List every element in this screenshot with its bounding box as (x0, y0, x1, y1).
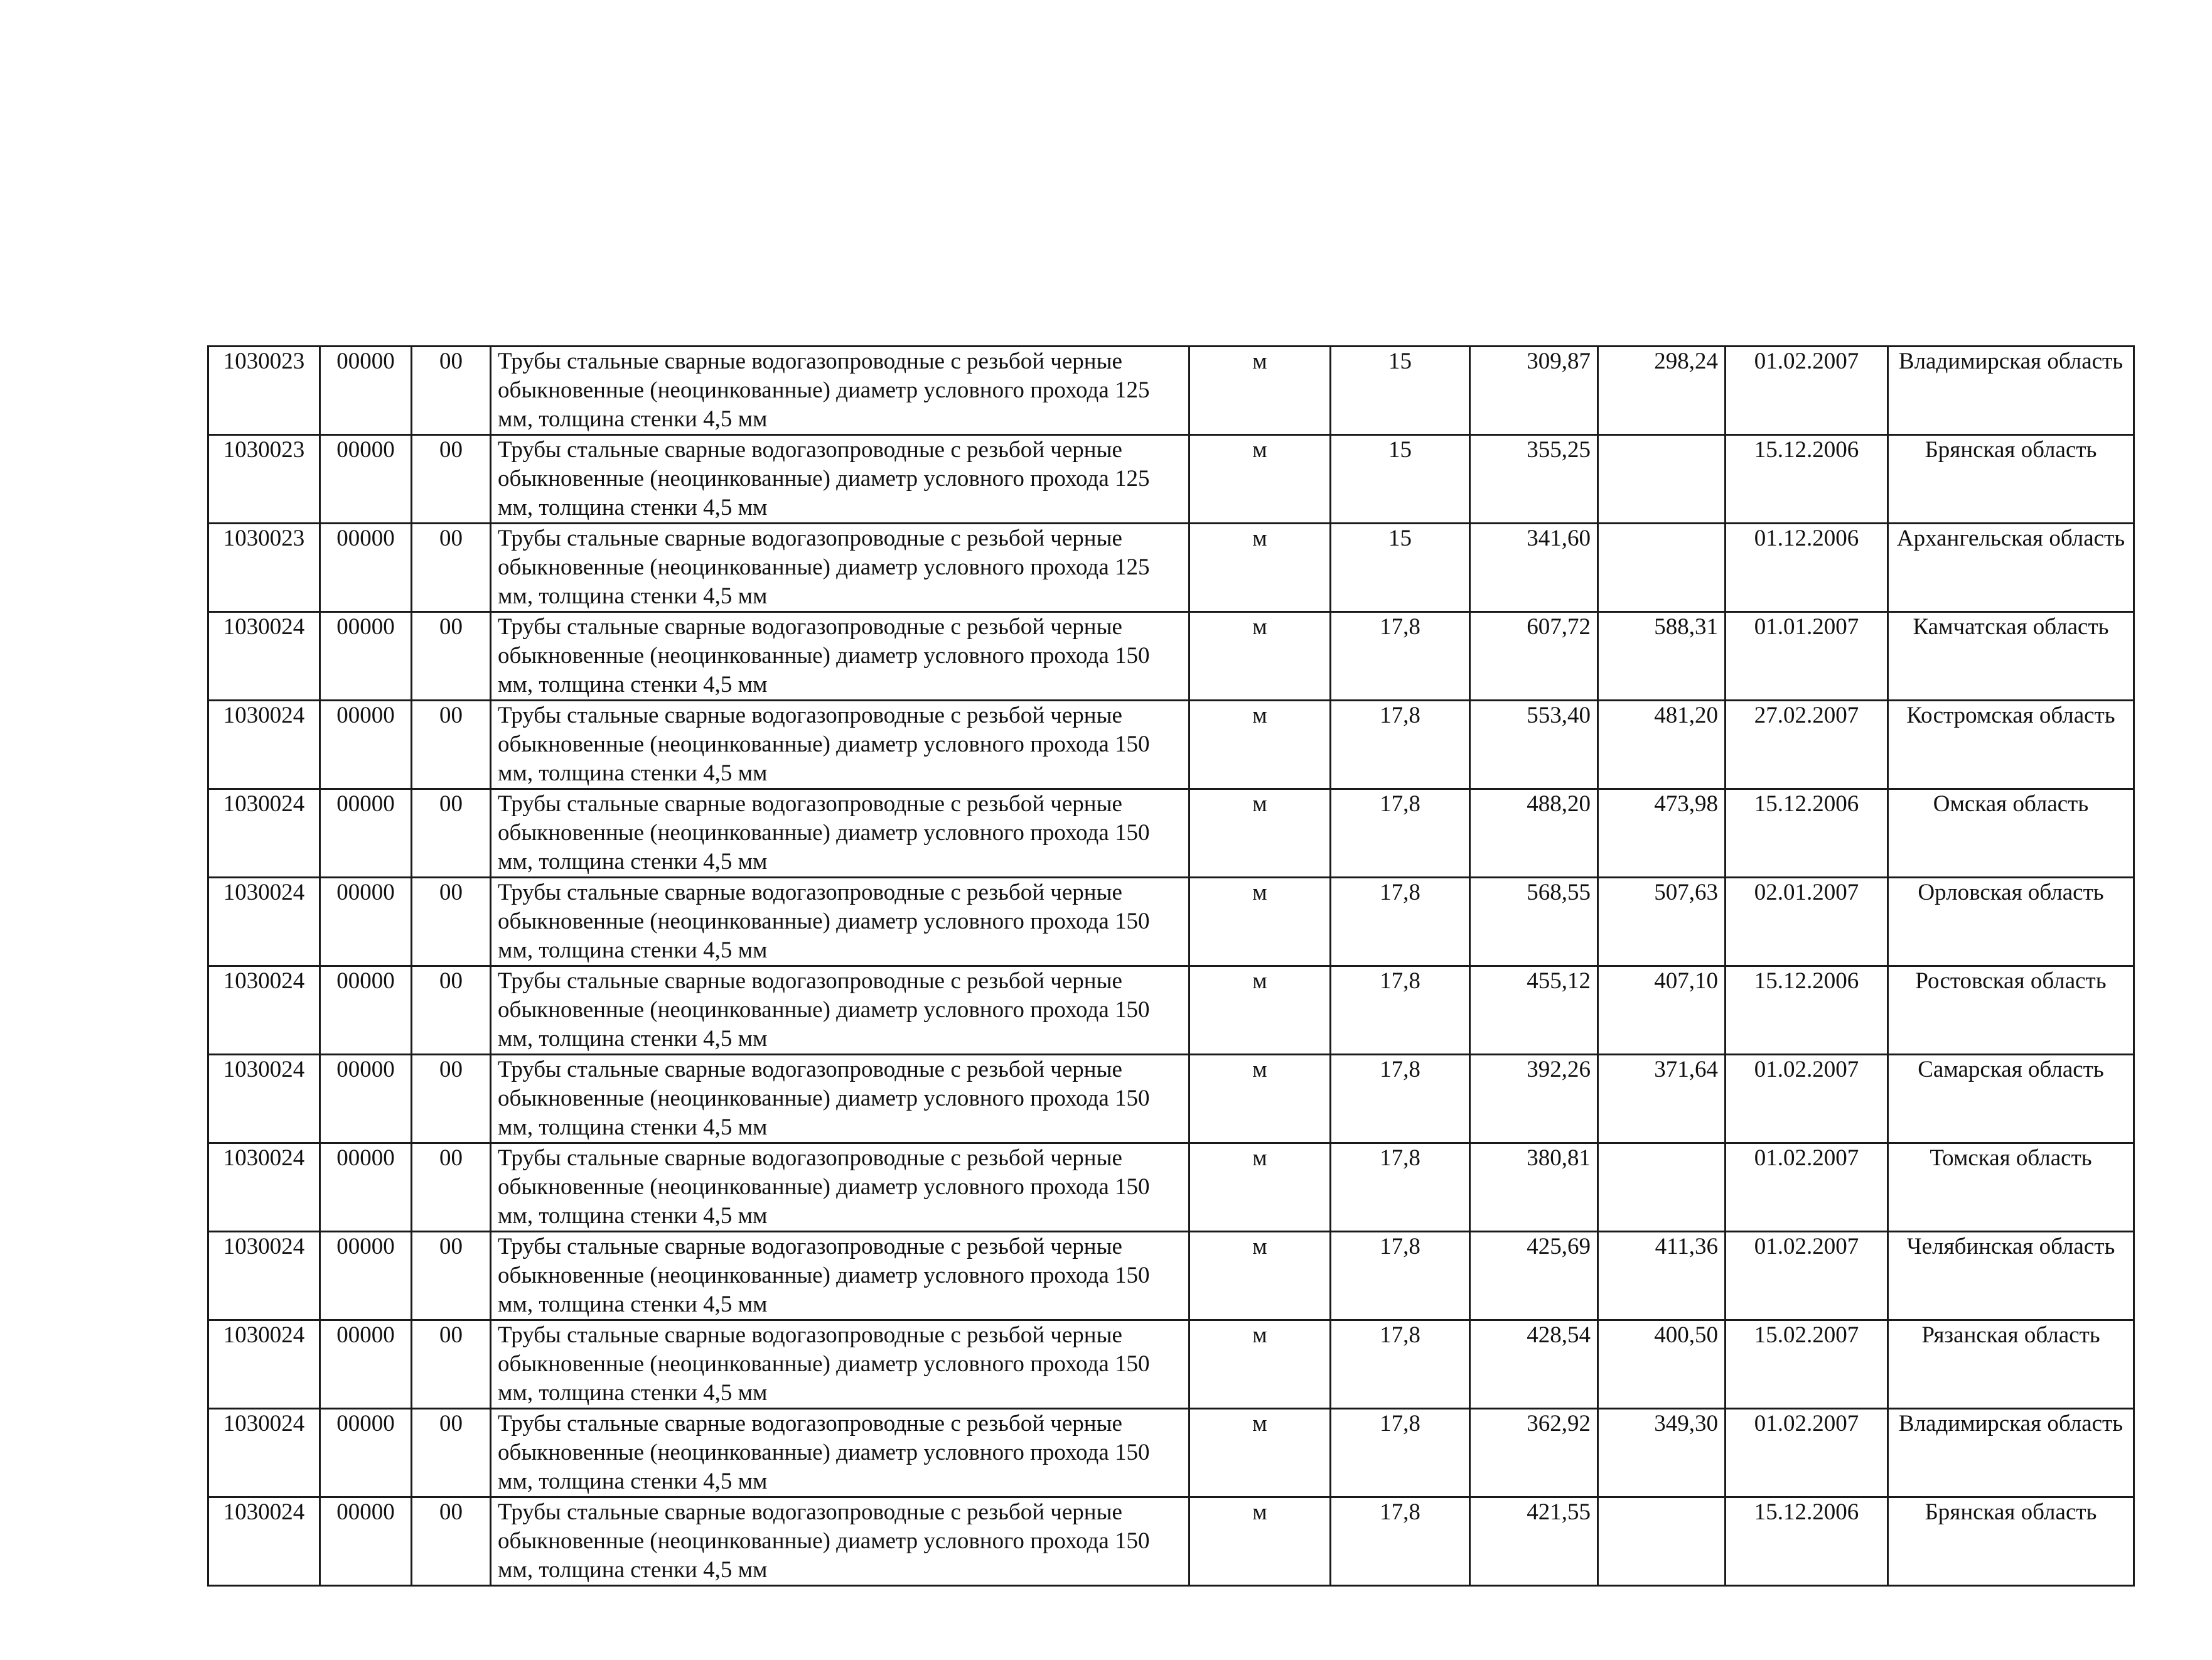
price-cell: 488,20 (1470, 789, 1598, 878)
table-row (208, 435, 2134, 524)
price-cell: 421,55 (1470, 1497, 1598, 1586)
region-cell: Самарская область (1888, 1055, 2134, 1143)
price-cell: 553,40 (1470, 701, 1598, 789)
item-code-cell: 1030024 (208, 878, 320, 966)
subcode-cell: 00000 (320, 1497, 412, 1586)
weight-cell: 15 (1331, 347, 1470, 435)
date-cell: 15.02.2007 (1726, 1320, 1888, 1409)
suffix-code-cell: 00 (412, 1232, 491, 1320)
item-name-cell: Трубы стальные сварные водогазопроводные с резьбой черные обыкновенные (неоцинкованные) диаметр условного прохода 150 мм, толщина стенки 4,5 мм (491, 789, 1189, 878)
unit-cell: м (1189, 435, 1331, 524)
item-name-cell: Трубы стальные сварные водогазопроводные с резьбой черные обыкновенные (неоцинкованные) диаметр условного прохода 150 мм, толщина стенки 4,5 мм (491, 966, 1189, 1055)
region-cell: Ростовская область (1888, 966, 2134, 1055)
unit-cell: м (1189, 966, 1331, 1055)
weight-cell: 17,8 (1331, 1232, 1470, 1320)
region-cell: Брянская область (1888, 435, 2134, 524)
table-row (208, 612, 2134, 701)
suffix-code-cell: 00 (412, 435, 491, 524)
suffix-code-cell: 00 (412, 1055, 491, 1143)
subcode-cell: 00000 (320, 612, 412, 701)
price-cell: 309,87 (1470, 347, 1598, 435)
price-cell: 362,92 (1470, 1409, 1598, 1497)
region-cell: Омская область (1888, 789, 2134, 878)
price-alt-cell: 507,63 (1598, 878, 1726, 966)
item-name-cell: Трубы стальные сварные водогазопроводные с резьбой черные обыкновенные (неоцинкованные) диаметр условного прохода 125 мм, толщина стенки 4,5 мм (491, 347, 1189, 435)
item-name-cell: Трубы стальные сварные водогазопроводные с резьбой черные обыкновенные (неоцинкованные) диаметр условного прохода 150 мм, толщина стенки 4,5 мм (491, 612, 1189, 701)
subcode-cell: 00000 (320, 524, 412, 612)
date-cell: 02.01.2007 (1726, 878, 1888, 966)
subcode-cell: 00000 (320, 1320, 412, 1409)
table-row (208, 878, 2134, 966)
item-name-cell: Трубы стальные сварные водогазопроводные с резьбой черные обыкновенные (неоцинкованные) диаметр условного прохода 125 мм, толщина стенки 4,5 мм (491, 435, 1189, 524)
date-cell: 01.02.2007 (1726, 347, 1888, 435)
date-cell: 01.02.2007 (1726, 1409, 1888, 1497)
item-code-cell: 1030024 (208, 1232, 320, 1320)
date-cell: 27.02.2007 (1726, 701, 1888, 789)
table-row (208, 789, 2134, 878)
item-name-cell: Трубы стальные сварные водогазопроводные с резьбой черные обыкновенные (неоцинкованные) диаметр условного прохода 150 мм, толщина стенки 4,5 мм (491, 1409, 1189, 1497)
date-cell: 01.02.2007 (1726, 1055, 1888, 1143)
suffix-code-cell: 00 (412, 1143, 491, 1232)
suffix-code-cell: 00 (412, 1320, 491, 1409)
table-row (208, 1409, 2134, 1497)
price-alt-cell (1598, 1143, 1726, 1232)
price-alt-cell: 400,50 (1598, 1320, 1726, 1409)
suffix-code-cell: 00 (412, 612, 491, 701)
price-cell: 607,72 (1470, 612, 1598, 701)
price-alt-cell: 411,36 (1598, 1232, 1726, 1320)
item-name-cell: Трубы стальные сварные водогазопроводные с резьбой черные обыкновенные (неоцинкованные) диаметр условного прохода 150 мм, толщина стенки 4,5 мм (491, 1320, 1189, 1409)
table-body (208, 347, 2134, 1586)
subcode-cell: 00000 (320, 966, 412, 1055)
date-cell: 15.12.2006 (1726, 435, 1888, 524)
unit-cell: м (1189, 524, 1331, 612)
region-cell: Владимирская область (1888, 1409, 2134, 1497)
price-cell: 425,69 (1470, 1232, 1598, 1320)
price-cell: 392,26 (1470, 1055, 1598, 1143)
price-alt-cell: 407,10 (1598, 966, 1726, 1055)
price-alt-cell: 481,20 (1598, 701, 1726, 789)
subcode-cell: 00000 (320, 1232, 412, 1320)
region-cell: Челябинская область (1888, 1232, 2134, 1320)
subcode-cell: 00000 (320, 789, 412, 878)
region-cell: Костромская область (1888, 701, 2134, 789)
unit-cell: м (1189, 1055, 1331, 1143)
item-code-cell: 1030023 (208, 347, 320, 435)
date-cell: 01.01.2007 (1726, 612, 1888, 701)
item-code-cell: 1030024 (208, 966, 320, 1055)
date-cell: 15.12.2006 (1726, 789, 1888, 878)
weight-cell: 17,8 (1331, 1409, 1470, 1497)
table-row (208, 1320, 2134, 1409)
suffix-code-cell: 00 (412, 878, 491, 966)
weight-cell: 17,8 (1331, 1320, 1470, 1409)
region-cell: Томская область (1888, 1143, 2134, 1232)
item-code-cell: 1030024 (208, 1497, 320, 1586)
suffix-code-cell: 00 (412, 1409, 491, 1497)
price-table (207, 345, 2135, 1587)
subcode-cell: 00000 (320, 1409, 412, 1497)
suffix-code-cell: 00 (412, 966, 491, 1055)
subcode-cell: 00000 (320, 878, 412, 966)
region-cell: Орловская область (1888, 878, 2134, 966)
item-name-cell: Трубы стальные сварные водогазопроводные с резьбой черные обыкновенные (неоцинкованные) диаметр условного прохода 150 мм, толщина стенки 4,5 мм (491, 1497, 1189, 1586)
weight-cell: 17,8 (1331, 701, 1470, 789)
table-row (208, 1497, 2134, 1586)
table-row (208, 966, 2134, 1055)
item-code-cell: 1030023 (208, 524, 320, 612)
table-row (208, 701, 2134, 789)
unit-cell: м (1189, 789, 1331, 878)
suffix-code-cell: 00 (412, 1497, 491, 1586)
item-code-cell: 1030024 (208, 612, 320, 701)
region-cell: Владимирская область (1888, 347, 2134, 435)
suffix-code-cell: 00 (412, 524, 491, 612)
price-alt-cell (1598, 435, 1726, 524)
weight-cell: 17,8 (1331, 878, 1470, 966)
item-name-cell: Трубы стальные сварные водогазопроводные с резьбой черные обыкновенные (неоцинкованные) диаметр условного прохода 150 мм, толщина стенки 4,5 мм (491, 1232, 1189, 1320)
price-alt-cell: 588,31 (1598, 612, 1726, 701)
table-row (208, 524, 2134, 612)
price-cell: 428,54 (1470, 1320, 1598, 1409)
item-name-cell: Трубы стальные сварные водогазопроводные с резьбой черные обыкновенные (неоцинкованные) диаметр условного прохода 150 мм, толщина стенки 4,5 мм (491, 878, 1189, 966)
price-cell: 455,12 (1470, 966, 1598, 1055)
region-cell: Рязанская область (1888, 1320, 2134, 1409)
price-cell: 355,25 (1470, 435, 1598, 524)
date-cell: 01.02.2007 (1726, 1232, 1888, 1320)
unit-cell: м (1189, 1232, 1331, 1320)
subcode-cell: 00000 (320, 1055, 412, 1143)
suffix-code-cell: 00 (412, 701, 491, 789)
item-code-cell: 1030024 (208, 1143, 320, 1232)
item-name-cell: Трубы стальные сварные водогазопроводные с резьбой черные обыкновенные (неоцинкованные) диаметр условного прохода 150 мм, толщина стенки 4,5 мм (491, 1143, 1189, 1232)
unit-cell: м (1189, 612, 1331, 701)
item-code-cell: 1030024 (208, 1320, 320, 1409)
weight-cell: 17,8 (1331, 1055, 1470, 1143)
item-code-cell: 1030024 (208, 1055, 320, 1143)
unit-cell: м (1189, 347, 1331, 435)
price-alt-cell: 473,98 (1598, 789, 1726, 878)
item-name-cell: Трубы стальные сварные водогазопроводные с резьбой черные обыкновенные (неоцинкованные) диаметр условного прохода 125 мм, толщина стенки 4,5 мм (491, 524, 1189, 612)
unit-cell: м (1189, 1497, 1331, 1586)
weight-cell: 17,8 (1331, 612, 1470, 701)
region-cell: Камчатская область (1888, 612, 2134, 701)
date-cell: 15.12.2006 (1726, 966, 1888, 1055)
weight-cell: 17,8 (1331, 1143, 1470, 1232)
price-alt-cell (1598, 524, 1726, 612)
date-cell: 15.12.2006 (1726, 1497, 1888, 1586)
weight-cell: 15 (1331, 435, 1470, 524)
suffix-code-cell: 00 (412, 789, 491, 878)
subcode-cell: 00000 (320, 1143, 412, 1232)
unit-cell: м (1189, 878, 1331, 966)
unit-cell: м (1189, 701, 1331, 789)
item-code-cell: 1030024 (208, 701, 320, 789)
unit-cell: м (1189, 1143, 1331, 1232)
region-cell: Брянская область (1888, 1497, 2134, 1586)
price-cell: 341,60 (1470, 524, 1598, 612)
price-alt-cell: 349,30 (1598, 1409, 1726, 1497)
suffix-code-cell: 00 (412, 347, 491, 435)
table-row (208, 1232, 2134, 1320)
item-name-cell: Трубы стальные сварные водогазопроводные с резьбой черные обыкновенные (неоцинкованные) диаметр условного прохода 150 мм, толщина стенки 4,5 мм (491, 1055, 1189, 1143)
price-cell: 380,81 (1470, 1143, 1598, 1232)
subcode-cell: 00000 (320, 435, 412, 524)
unit-cell: м (1189, 1320, 1331, 1409)
date-cell: 01.02.2007 (1726, 1143, 1888, 1232)
weight-cell: 17,8 (1331, 789, 1470, 878)
price-cell: 568,55 (1470, 878, 1598, 966)
table-row (208, 347, 2134, 435)
region-cell: Архангельская область (1888, 524, 2134, 612)
item-code-cell: 1030023 (208, 435, 320, 524)
item-code-cell: 1030024 (208, 1409, 320, 1497)
date-cell: 01.12.2006 (1726, 524, 1888, 612)
item-code-cell: 1030024 (208, 789, 320, 878)
weight-cell: 15 (1331, 524, 1470, 612)
weight-cell: 17,8 (1331, 966, 1470, 1055)
table-row (208, 1143, 2134, 1232)
price-alt-cell: 371,64 (1598, 1055, 1726, 1143)
price-alt-cell: 298,24 (1598, 347, 1726, 435)
unit-cell: м (1189, 1409, 1331, 1497)
price-alt-cell (1598, 1497, 1726, 1586)
subcode-cell: 00000 (320, 347, 412, 435)
table-row (208, 1055, 2134, 1143)
weight-cell: 17,8 (1331, 1497, 1470, 1586)
item-name-cell: Трубы стальные сварные водогазопроводные с резьбой черные обыкновенные (неоцинкованные) диаметр условного прохода 150 мм, толщина стенки 4,5 мм (491, 701, 1189, 789)
subcode-cell: 00000 (320, 701, 412, 789)
